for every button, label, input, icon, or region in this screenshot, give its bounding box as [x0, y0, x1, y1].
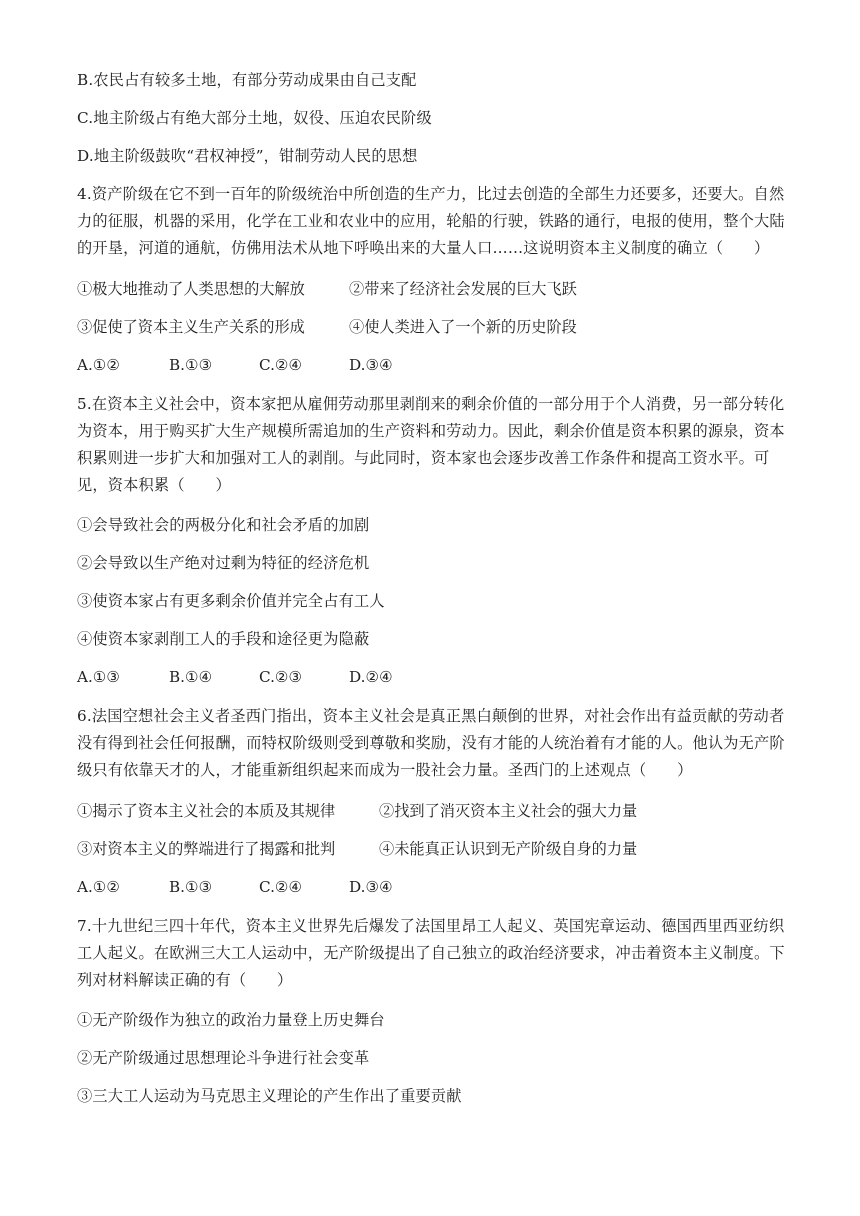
q6-statement-2: ②找到了消灭资本主义社会的强大力量: [379, 802, 638, 820]
q4-stem: 4.资产阶级在它不到一百年的阶级统治中所创造的生产力，比过去创造的全部生力还要多，还要大。自然力的征服，机器的采用，化学在工业和农业中的应用，轮船的行驶，铁路的通行，电报的使用，整个大陆的开垦，河道的通航，仿佛用法术从地下呼唤出来的大量人口……这说明资本主义制度的确立（ ）: [77, 185, 785, 257]
q4-statement-4: ④使人类进入了一个新的历史阶段: [349, 318, 577, 336]
q5-choice-d: D.②④: [349, 668, 393, 686]
q3-option-b: B.农民占有较多土地，有部分劳动成果由自己支配: [77, 71, 417, 89]
q6-statement-3: ③对资本主义的弊端进行了揭露和批判: [77, 840, 336, 858]
q6-choice-d: D.③④: [349, 878, 393, 896]
q7-statement-1: ①无产阶级作为独立的政治力量登上历史舞台: [77, 1011, 385, 1029]
q7-stem: 7.十九世纪三四十年代，资本主义世界先后爆发了法国里昂工人起义、英国宪章运动、德国西里西亚纺织工人起义。在欧洲三大工人运动中，无产阶级提出了自己独立的政治经济要求，冲击着资本主义制度。下列对材料解读正确的有（ ）: [77, 917, 785, 989]
q5-choice-a: A.①③: [77, 668, 121, 686]
q5-stem: 5.在资本主义社会中，资本家把从雇佣劳动那里剥削来的剩余价值的一部分用于个人消费，另一部分转化为资本，用于购买扩大生产规模所需追加的生产资料和劳动力。因此，剩余价值是资本积累的源泉，资本积累则进一步扩大和加强对工人的剥削。与此同时，资本家也会逐步改善工作条件和提高工资水平。可见，资本积累（ ）: [77, 395, 785, 494]
q6-statement-4: ④未能真正认识到无产阶级自身的力量: [379, 840, 638, 858]
q4-statement-2: ②带来了经济社会发展的巨大飞跃: [349, 280, 577, 298]
q7-statement-2: ②无产阶级通过思想理论斗争进行社会变革: [77, 1049, 370, 1067]
q3-option-d: D.地主阶级鼓吹“君权神授”，钳制劳动人民的思想: [77, 147, 418, 165]
q4-choice-d: D.③④: [349, 356, 393, 374]
q4-statement-3: ③促使了资本主义生产关系的形成: [77, 318, 305, 336]
q4-choice-b: B.①③: [169, 356, 213, 374]
q5-statement-1: ①会导致社会的两极分化和社会矛盾的加剧: [77, 516, 370, 534]
q7-statement-3: ③三大工人运动为马克思主义理论的产生作出了重要贡献: [77, 1087, 462, 1105]
q5-statement-3: ③使资本家占有更多剩余价值并完全占有工人: [77, 592, 385, 610]
q5-choice-b: B.①④: [169, 668, 213, 686]
q4-choice-a: A.①②: [77, 356, 121, 374]
q4-statement-1: ①极大地推动了人类思想的大解放: [77, 280, 305, 298]
q5-choice-c: C.②③: [259, 668, 303, 686]
q5-statement-2: ②会导致以生产绝对过剩为特征的经济危机: [77, 554, 370, 572]
q6-stem: 6.法国空想社会主义者圣西门指出，资本主义社会是真正黑白颠倒的世界，对社会作出有益贡献的劳动者没有得到社会任何报酬，而特权阶级则受到尊敬和奖励，没有才能的人统治着有才能的人。他认为无产阶级只有依靠天才的人，才能重新组织起来而成为一股社会力量。圣西门的上述观点（ ）: [77, 707, 785, 779]
q6-statement-1: ①揭示了资本主义社会的本质及其规律: [77, 802, 336, 820]
q3-option-c: C.地主阶级占有绝大部分土地，奴役、压迫农民阶级: [77, 109, 432, 127]
q6-choice-c: C.②④: [259, 878, 303, 896]
q6-choice-a: A.①②: [77, 878, 121, 896]
q6-choice-b: B.①③: [169, 878, 213, 896]
q4-choice-c: C.②④: [259, 356, 303, 374]
q5-statement-4: ④使资本家剥削工人的手段和途径更为隐蔽: [77, 630, 370, 648]
